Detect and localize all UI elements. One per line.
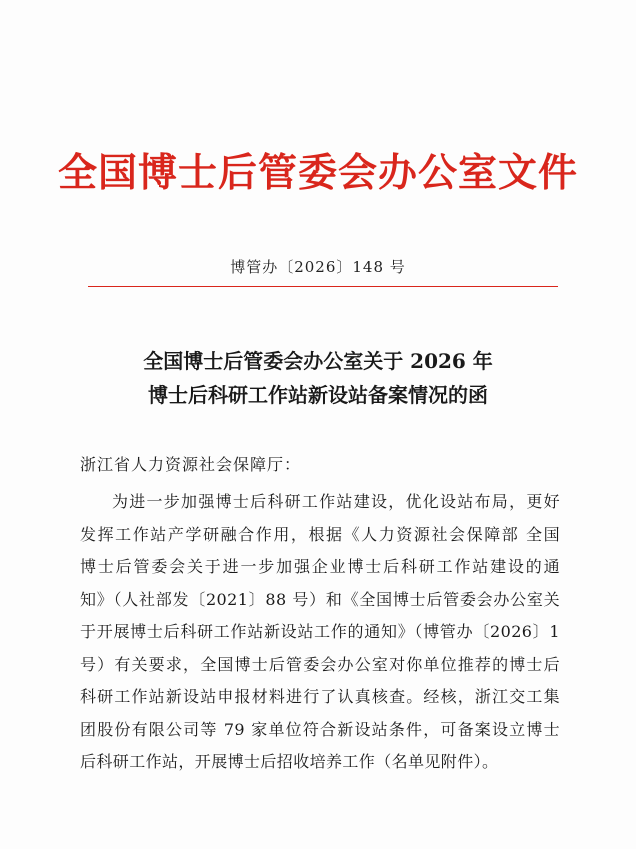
document-number: 博管办〔2026〕148 号 <box>230 258 406 276</box>
body-line: 知》（人社部发〔2021〕88 号）和《全国博士后管委会办公室关 <box>80 589 560 609</box>
body-line: 后科研工作站，开展博士后招收培养工作（名单见附件）。 <box>80 752 499 771</box>
document-header-title: 全国博士后管委会办公室文件 <box>57 150 578 196</box>
body-line: 科研工作站新设站申报材料进行了认真核查。经核，浙江交工集 <box>80 687 560 706</box>
red-separator-line <box>88 286 558 287</box>
body-line: 于开展博士后科研工作站新设站工作的通知》（博管办〔2026〕1 <box>80 622 560 641</box>
body-line: 团股份有限公司等 79 家单位符合新设站条件，可备案设立博士 <box>80 719 560 739</box>
body-line: 博士后管委会关于进一步加强企业博士后科研工作站建设的通 <box>80 557 560 576</box>
body-line: 为进一步加强博士后科研工作站建设，优化设站布局，更好 <box>112 492 560 511</box>
salutation: 浙江省人力资源社会保障厅： <box>80 455 302 474</box>
body-line: 号）有关要求，全国博士后管委会办公室对你单位推荐的博士后 <box>80 654 560 674</box>
subject-line-1: 全国博士后管委会办公室关于 2026 年 <box>143 349 493 373</box>
body-line: 发挥工作站产学研融合作用，根据《人力资源社会保障部 全国 <box>80 524 560 544</box>
subject-line-2: 博士后科研工作站新设站备案情况的函 <box>148 383 488 407</box>
document-subject <box>0 344 636 412</box>
body-paragraph <box>80 486 560 779</box>
